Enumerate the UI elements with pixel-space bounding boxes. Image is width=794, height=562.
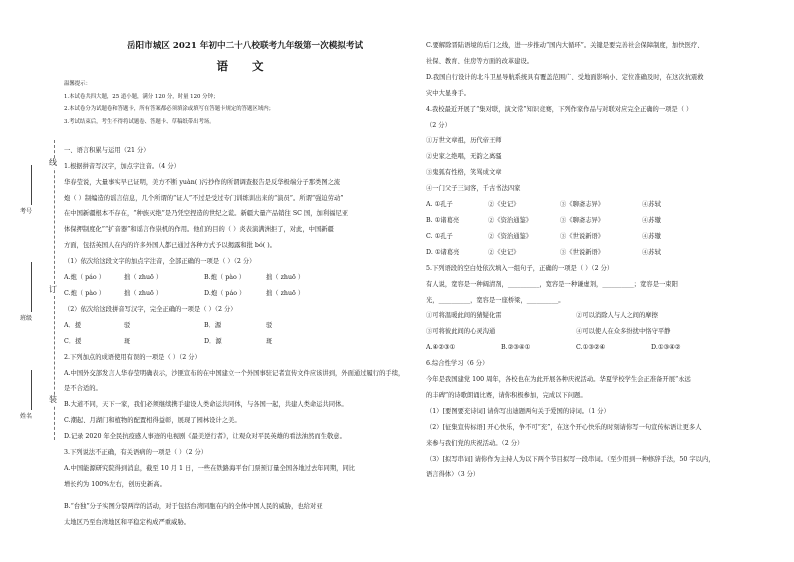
option-a[interactable]: A．援 bbox=[64, 321, 82, 329]
passage-line: 方面，包括英国人在内的许多外国人都已通过各种方式予以揭露和批 bó( )。 bbox=[64, 242, 276, 250]
binding-mark-line: 线 bbox=[49, 158, 57, 167]
option-d[interactable]: D.①③④② bbox=[651, 344, 681, 352]
question-1-sub-2: （2）依次给这段拼音写汉字，完全正确的一项是（ ）（2 分） bbox=[64, 305, 237, 313]
question-5-text: 有人说，宽容是一种阔清剂，__________，宽容是一种谦虚剂，__________；宽容是一束阳 bbox=[426, 280, 678, 288]
option-a-2: 驳 bbox=[124, 321, 131, 329]
option-a-2: ②《史记》 bbox=[488, 201, 520, 209]
option-b[interactable]: B. ①诸葛亮 bbox=[426, 216, 460, 224]
option-row bbox=[64, 334, 426, 350]
option-b-2: 驳 bbox=[266, 321, 273, 329]
question-6-intro: 今年是我国建党 100 周年，各校也在为此开展各种庆祝活动。华夏学校学生会正准备开展“永远 bbox=[426, 376, 691, 384]
option-a[interactable]: A.中国能源研究院得到消息，截至 10 月 1 日，一些在铁路海平台门票预订量全国各地过去年同期，同比 bbox=[64, 464, 356, 472]
option-d[interactable]: D. ①诸葛亮 bbox=[426, 248, 460, 256]
option-c-2: 拙（ zhuō ） bbox=[124, 289, 163, 297]
question-4: 4.我校最近开展了“集对联，演文常”知识竞赛，下列作家作品与对联对应完全正确的一项是（ ） bbox=[426, 105, 693, 113]
option-a-2: 拙（ zhuō ） bbox=[124, 274, 163, 282]
right-column bbox=[426, 38, 786, 483]
option-b-cont: 太地区乃至台湾地区和平稳定构成严重威胁。 bbox=[64, 518, 190, 526]
section-heading: 一、语言积累与运用（21 分） bbox=[64, 146, 150, 154]
option-d-cont: 灾中大显身手。 bbox=[426, 89, 471, 97]
question-4-points: （2 分） bbox=[426, 121, 451, 129]
option-a[interactable]: A. ①孔子 bbox=[426, 201, 453, 209]
option-a[interactable]: A.炮（ páo ） bbox=[64, 274, 106, 282]
name-label: 姓名 bbox=[20, 413, 33, 420]
option-d-3: ③《世说新语》 bbox=[560, 248, 605, 256]
option-b-4: ④苏辙 bbox=[642, 216, 661, 224]
option-d[interactable]: D.记录 2020 年全民抗疫感人事迹的电视剧《最美逆行者》，让观众对平民英雄的看法油然而生敬意。 bbox=[64, 433, 346, 441]
left-column bbox=[64, 78, 426, 531]
option-c[interactable]: C.要解除晋陆语境的后门之线，进一步推动“国内大循环”。关键是要完善社会保障制度，加快医疗、 bbox=[426, 42, 704, 49]
name-line[interactable] bbox=[31, 370, 32, 410]
option-c[interactable]: C．援 bbox=[64, 337, 82, 345]
option-d[interactable]: D．源 bbox=[204, 337, 222, 345]
option-row bbox=[426, 245, 786, 261]
question-6-sub-3-cont: 语言得体）（3 分） bbox=[426, 471, 480, 479]
question-6-intro: 的丰碑”的诗歌朗诵比赛，请你积极参加，完成以下问题。 bbox=[426, 391, 587, 399]
option-d-2: ②《史记》 bbox=[488, 248, 520, 256]
option-row bbox=[64, 318, 426, 334]
question-1: 1.根据拼音写汉字，加点字注音。（4 分） bbox=[64, 162, 180, 170]
note-item: 1.本试卷共四大题，25 道小题，满分 120 分，时量 120 分钟； bbox=[64, 93, 219, 100]
sentence-item: ③可将彼此间的心灵沟通 bbox=[426, 328, 496, 336]
sentence-item: ①可将温暖此间的猜疑化雷 bbox=[426, 312, 502, 320]
option-a[interactable]: A.中国外交部发言人华春莹明确表示，沙匪宣布的在中国建立一个外国事驻记者宣传文件应该讲到，外面通过履行的手续， bbox=[64, 369, 405, 377]
option-row bbox=[426, 197, 786, 213]
option-c-4: ④苏辙 bbox=[642, 232, 661, 240]
couplet-item: ①万世文章祖，历代帝王师 bbox=[426, 137, 502, 145]
passage-line: 华春莹说，大量事实早已证明，美方不断 yuàn( )污抄作的所谓调查报告是反华极端分子那类图之流 bbox=[64, 178, 341, 186]
couplet-item: ②史家之绝唱，无韵之离骚 bbox=[426, 153, 502, 161]
option-b[interactable]: B.“台独”分子实图分裂两岸的活动，对于包括台湾同胞在内的全体中国人民的威胁，也给对亚 bbox=[64, 502, 323, 510]
sentence-row bbox=[426, 324, 786, 340]
option-c[interactable]: C.潮起、月湖门和植物的配置相得益彰，展现了园林设计之美。 bbox=[64, 417, 241, 425]
note-item: 3.考试结束后，考生不得将试题卷、答题卡、草稿纸带出考场。 bbox=[64, 119, 215, 126]
option-row bbox=[426, 213, 786, 229]
option-b-3: ③《聊斋志异》 bbox=[560, 216, 605, 224]
option-row bbox=[426, 229, 786, 245]
binding-mark-bind: 装 bbox=[49, 395, 57, 404]
option-b-2: 拙（ zhuō ） bbox=[266, 274, 305, 282]
couplet-item: ③鬼狐有性格，笑骂成文章 bbox=[426, 169, 502, 177]
passage-line: 体保押制度化”“扩音器”和谣言作祟机的作用。他们的目的（ ）炎表演满洲拒了，对此，中国新疆 bbox=[64, 226, 334, 234]
option-row bbox=[64, 286, 426, 302]
exam-title: 岳阳市城区 2021 年初中二十八校联考九年级第一次模拟考试 bbox=[126, 41, 364, 51]
option-a-cont: 是不合适的。 bbox=[64, 385, 102, 393]
option-c[interactable]: C.炮（ pào ） bbox=[64, 289, 106, 297]
option-a-cont: 增长约为 100%左右，创历史新高。 bbox=[64, 480, 166, 488]
question-6-sub-2-cont: 来参与我们党的庆祝活动。（2 分） bbox=[426, 439, 524, 447]
option-b[interactable]: B.大道不同，天下一家，我们必须继续携手建设人类命运共同体，与各国一起，共建人类命运共同体。 bbox=[64, 401, 348, 409]
class-line[interactable] bbox=[31, 262, 32, 312]
option-c[interactable]: C. ①孔子 bbox=[426, 232, 453, 240]
option-a-3: ③《聊斋志异》 bbox=[560, 201, 605, 209]
note-item: 2.本试卷分为试题卷和答题卡，所有答案都必须填涂或填写在答题卡规定的答题区域内； bbox=[64, 106, 274, 113]
question-5-text: 光，__________，宽容是一座桥梁，__________。 bbox=[426, 296, 565, 304]
question-5: 5.下列语段的空白处依次填入一组句子，正确的一项是（ ）（2 分） bbox=[426, 264, 614, 272]
couplet-item: ④一门父子三词客，千古书法四家 bbox=[426, 185, 521, 193]
exam-number-line[interactable] bbox=[31, 165, 32, 205]
question-3: 3.下列说法不正确，有关语病的一项是（ ）（2 分） bbox=[64, 449, 208, 457]
option-a-4: ④苏轼 bbox=[642, 201, 661, 209]
sentence-item: ④可以使人在众多纷扰中恪守平静 bbox=[576, 328, 671, 336]
binding-mark-order: 订 bbox=[49, 285, 57, 294]
exam-number-label: 考号 bbox=[20, 208, 33, 215]
option-row bbox=[64, 270, 426, 286]
question-2: 2.下列加点的成语使用有误的一项是（ ）（2 分） bbox=[64, 353, 201, 361]
option-c-3: ③《世说新语》 bbox=[560, 232, 605, 240]
question-6: 6.综合性学习（6 分） bbox=[426, 360, 489, 368]
question-6-sub-2: （2）[征集宣传标语] 开心快乐，争不可“充”，在这个开心快乐的时刻请你写一句宣传标语让更多人 bbox=[426, 423, 702, 431]
sentence-row bbox=[426, 308, 786, 324]
class-label: 班级 bbox=[20, 315, 33, 322]
binding-strip bbox=[0, 0, 62, 562]
option-b[interactable]: B.炮（ pào ） bbox=[204, 274, 246, 282]
option-d[interactable]: D.我国自行设计的北斗卫星导航系统具有覆盖范围广、受地面影响小、定位准确及时，在这次抗震救 bbox=[426, 73, 704, 81]
option-b-2: ②《资治通鉴》 bbox=[488, 216, 533, 224]
question-1-sub-1: （1）依次给这段文字的加点字注音，全部正确的一项是（ ）（2 分） bbox=[64, 258, 256, 266]
option-c[interactable]: C.①③②④ bbox=[576, 344, 606, 352]
subject-title: 语 文 bbox=[216, 59, 274, 73]
sentence-item: ②可以消除人与人之间的摩擦 bbox=[576, 312, 658, 320]
question-6-sub-1: （1）[要图要充诗词] 请你写出迪题两句关于爱国的诗词。（1 分） bbox=[426, 407, 610, 415]
question-6-sub-3: （3）[拟写串词] 请你作为主持人为以下两个节目拟写一段串词。（至少用到一种修辞手法，50 字以内， bbox=[426, 455, 715, 463]
option-d-2: 斑 bbox=[266, 337, 273, 345]
option-c-2: ②《资治通鉴》 bbox=[488, 232, 533, 240]
notes-heading: 温馨提示： bbox=[64, 81, 91, 87]
option-c-2: 斑 bbox=[124, 337, 131, 345]
passage-line: 在中国新疆根本不存在，“种族灭绝”是乃凭空捏造的世纪之谎。新疆大量产品销往 SC 国，加利福尼亚 bbox=[64, 210, 349, 218]
option-d-2: 拙（ zhuō ） bbox=[266, 289, 305, 297]
option-c-cont: 社保、教育、住房等方面的改革建设。 bbox=[426, 57, 534, 65]
option-row bbox=[426, 340, 786, 356]
option-b[interactable]: B．源 bbox=[204, 321, 222, 329]
passage-line: 炮（ ）制编造的谣言信息，几个所谓的“证人”不过是受过专门训练训出来的“演员”。所谓“强迫劳动” bbox=[64, 194, 344, 202]
option-d[interactable]: D.炮（ páo ） bbox=[204, 289, 246, 297]
option-d-4: ④苏轼 bbox=[642, 248, 661, 256]
option-b[interactable]: B.②③④① bbox=[501, 344, 531, 352]
option-a[interactable]: A.④②③① bbox=[426, 344, 456, 352]
